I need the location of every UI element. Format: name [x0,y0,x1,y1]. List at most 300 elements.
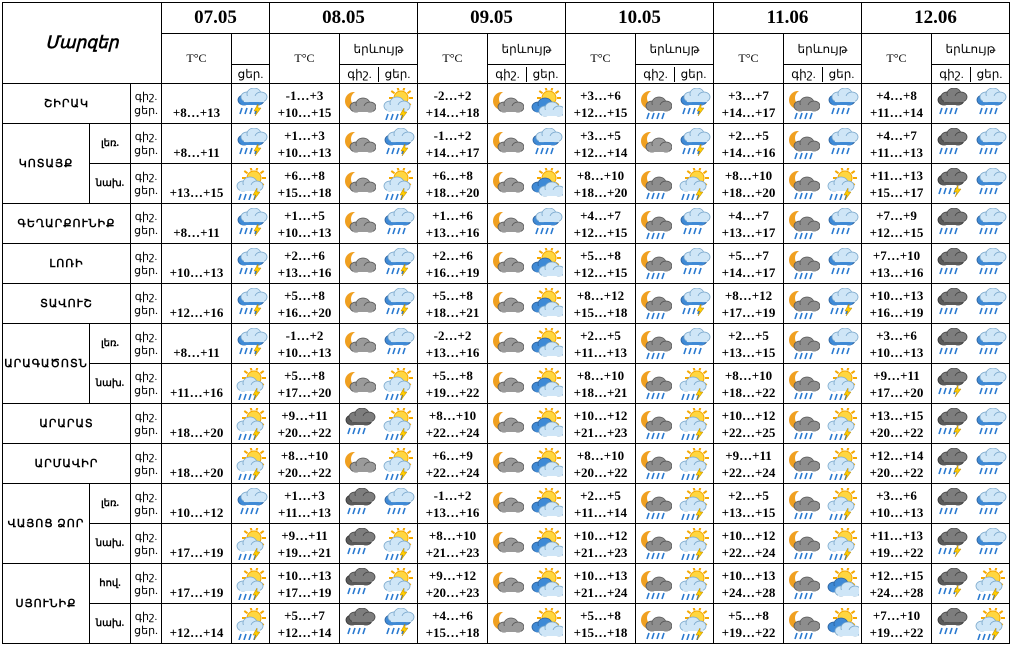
night-temp: +7…+10 [872,607,921,623]
temp-cell [270,564,340,604]
rain-icon [973,288,1007,320]
night-temp: +7…+9 [876,207,917,223]
subregion-label: հով. [90,564,131,604]
phenomena-cell [636,404,714,444]
temp-cell [862,604,932,644]
sun-storm-icon [825,368,859,400]
moon-rain-icon [638,608,672,640]
night-temp: +9…+11 [873,367,920,383]
phenomena-cell [340,364,418,404]
night-temp: -2…+2 [433,327,472,343]
night-temp: +2…+5 [580,327,621,343]
day-temp: +22…+24 [721,544,776,560]
temp-cell [418,524,488,564]
day-temp: +17…+20 [869,384,924,400]
moon-cloud-icon [638,128,672,160]
rain-icon [677,208,711,240]
sun-storm-icon [232,364,270,404]
day-temp: +15…+18 [277,184,332,200]
moon-rain-icon [786,168,820,200]
day-temp: +13…+16 [425,504,480,520]
sun-storm-icon [825,408,859,440]
date-header-2: 09.05 [418,3,566,34]
day-temp: +18…+20 [573,184,628,200]
day-label: ցեր. [134,504,158,517]
day-temp: +12…+15 [573,264,628,280]
day-temp: +16…+20 [277,304,332,320]
table-row [3,324,1010,364]
night-temp: +10…+12 [573,407,628,423]
table-row [3,444,1010,484]
table-row [3,124,1010,164]
night-temp: +8…+12 [576,287,625,303]
phenomena-cell [636,284,714,324]
subregion-label: նախ. [90,524,131,564]
rain-icon [973,488,1007,520]
temp-cell [270,324,340,364]
night-day-row-labels [131,164,162,204]
sun-storm-icon [825,528,859,560]
phenomena-cell [636,484,714,524]
day-temp: +13…+17 [721,224,776,240]
phenomena-cell [488,524,566,564]
moon-rain-icon [786,368,820,400]
night-label: գիշ. [134,610,158,623]
day-temp: +11…+16 [169,384,224,400]
day-temp: +13…+15 [169,184,224,200]
phenomena-cell [784,524,862,564]
rain-storm-icon [381,128,415,160]
rain-icon [973,528,1007,560]
moon-rain-icon [638,248,672,280]
phenomena-cell [636,444,714,484]
dark-rain-icon [342,488,376,520]
phenomena-cell [340,124,418,164]
sun-rain-icon [529,368,563,400]
rain-icon [973,128,1007,160]
rain-icon [973,328,1007,360]
moon-cloud-icon [490,608,524,640]
night-temp: +5…+7 [284,607,325,623]
phenomena-cell [784,84,862,124]
night-label: գիշ. [341,67,379,82]
region-name: ԼՈՌԻ [3,244,131,284]
day-temp: +11…+13 [869,144,924,160]
night-day-row-labels [131,484,162,524]
moon-rain-icon [638,368,672,400]
night-temp: +6…+9 [432,447,473,463]
dark-rain-icon [934,208,968,240]
moon-rain-icon [786,288,820,320]
moon-rain-icon [638,168,672,200]
sun-storm-icon [232,164,270,204]
temp-cell [862,324,932,364]
phenomena-cell [340,604,418,644]
phenomena-header: երևույթ [636,34,714,65]
moon-cloud-icon [342,208,376,240]
temp-cell [714,364,784,404]
day-temp: +10…+13 [277,224,332,240]
night-day-labels [340,65,418,84]
day-temp: +24…+28 [721,584,776,600]
phenomena-cell [784,284,862,324]
sun-storm-icon [825,168,859,200]
temp-cell [862,404,932,444]
day-temp: +13…+15 [721,504,776,520]
day-temp: +8…+13 [172,104,221,120]
phenomena-header: երևույթ [932,34,1010,65]
rain-storm-icon [232,204,270,244]
temp-cell [270,84,340,124]
moon-cloud-icon [342,128,376,160]
day-label: ցեր. [134,104,158,117]
rain-icon [529,208,563,240]
rain-icon [825,128,859,160]
region-name: ԱՐԱՐԱՏ [3,404,131,444]
day-temp: +13…+15 [721,344,776,360]
night-temp: +5…+8 [580,607,621,623]
temp-cell [862,244,932,284]
night-temp: +8…+10 [576,367,625,383]
temp-cell [714,164,784,204]
night-label: գիշ. [785,67,823,82]
rain-icon [973,448,1007,480]
night-day-row-labels [131,604,162,644]
night-label: գիշ. [134,570,158,583]
temp-cell [270,244,340,284]
sun-storm-icon [381,448,415,480]
night-day-row-labels [131,364,162,404]
day-label: ցեր. [134,384,158,397]
day-temp: +13…+16 [425,344,480,360]
moon-cloud-icon [342,328,376,360]
rain-storm-icon [232,244,270,284]
night-temp: +5…+8 [580,247,621,263]
phenomena-header: երևույթ [340,34,418,65]
day-temp: +19…+22 [869,624,924,640]
phenomena-cell [932,124,1010,164]
dark-rain-icon [934,488,968,520]
moon-cloud-icon [342,368,376,400]
sun-rain-icon [529,168,563,200]
day-temp: +11…+13 [573,344,628,360]
subregion-label: նախ. [90,164,131,204]
day-label: ցեր. [134,544,158,557]
moon-cloud-icon [342,168,376,200]
night-temp: +1…+5 [284,207,325,223]
day-temp: +17…+19 [169,544,224,560]
sun-rain-icon [825,608,859,640]
moon-rain-icon [638,328,672,360]
temp-cell [418,484,488,524]
temp-cell [566,524,636,564]
region-name: ԳԵՂԱՐՔՈՒՆԻՔ [3,204,131,244]
temp-cell [714,604,784,644]
night-temp: +1…+6 [432,207,473,223]
sun-storm-icon [973,608,1007,640]
temp-cell [162,484,232,524]
temp-cell [418,204,488,244]
day-temp: +13…+16 [869,264,924,280]
night-temp: +5…+8 [432,287,473,303]
rain-icon [973,368,1007,400]
night-temp: +7…+10 [872,247,921,263]
night-temp: +11…+13 [869,527,924,543]
day-temp: +18…+20 [721,184,776,200]
region-name: ՏԱՎՈՒՇ [3,284,131,324]
phenomena-cell [340,444,418,484]
sun-storm-icon [677,608,711,640]
phenomena-cell [488,604,566,644]
day-label: ցեր. [134,624,158,637]
night-label: գիշ. [134,450,158,463]
temp-cell [162,324,232,364]
day-temp: +18…+20 [169,464,224,480]
sun-storm-icon [381,528,415,560]
region-name: ՍՅՈՒՆԻՔ [3,564,90,644]
phenomena-cell [932,244,1010,284]
night-temp: +8…+10 [428,407,477,423]
regions-header: Մարզեր [3,3,162,84]
rain-storm-icon [381,288,415,320]
rain-icon [825,88,859,120]
table-row [3,404,1010,444]
night-temp: +3…+5 [580,127,621,143]
rain-storm-icon [232,284,270,324]
temp-cell [270,164,340,204]
temp-cell [418,84,488,124]
sun-rain-icon [529,288,563,320]
sun-rain-icon [529,248,563,280]
moon-rain-icon [786,208,820,240]
phenomena-header-empty [232,34,270,65]
region-name: ԿՈՏԱՅՔ [3,124,90,204]
night-temp: -2…+2 [433,87,472,103]
date-header-4: 11.06 [714,3,862,34]
temp-cell [862,84,932,124]
temp-cell [566,124,636,164]
moon-cloud-icon [490,128,524,160]
phenomena-cell [932,484,1010,524]
night-temp: +2…+5 [728,127,769,143]
day-temp: +15…+18 [425,624,480,640]
day-temp: +12…+16 [169,304,224,320]
moon-rain-icon [638,88,672,120]
phenomena-cell [488,124,566,164]
night-temp: +10…+13 [721,567,776,583]
subregion-label: լեռ. [90,324,131,364]
moon-rain-icon [786,568,820,600]
phenomena-cell [636,324,714,364]
day-temp: +12…+15 [869,224,924,240]
rain-storm-icon [677,128,711,160]
day-temp: +17…+20 [277,384,332,400]
night-temp: +8…+10 [724,167,773,183]
temp-cell [418,124,488,164]
phenomena-cell [636,164,714,204]
rain-storm-icon [232,324,270,364]
temp-cell [270,204,340,244]
temp-cell [714,324,784,364]
phenomena-cell [340,164,418,204]
sun-storm-icon [825,448,859,480]
temp-header: T°C [270,34,340,84]
night-temp: +10…+13 [573,567,628,583]
temp-cell [714,564,784,604]
subregion-label: լեռ. [90,124,131,164]
region-name: ՇԻՐԱԿ [3,84,131,124]
region-name: ԱՐՄԱՎԻՐ [3,444,131,484]
phenomena-cell [784,484,862,524]
dark-storm-icon [934,448,968,480]
phenomena-header: երևույթ [784,34,862,65]
day-temp: +13…+16 [277,264,332,280]
day-temp: +8…+11 [173,224,220,240]
temp-cell [566,444,636,484]
moon-rain-icon [786,488,820,520]
night-label: գիշ. [637,67,675,82]
rain-icon [529,128,563,160]
phenomena-cell [340,564,418,604]
phenomena-cell [340,524,418,564]
night-temp: +4…+8 [876,87,917,103]
temp-header: T°C [862,34,932,84]
day-temp: +10…+13 [869,344,924,360]
phenomena-cell [488,164,566,204]
temp-cell [162,164,232,204]
temp-cell [270,604,340,644]
moon-rain-icon [786,408,820,440]
rain-icon [973,248,1007,280]
date-header-5: 12.06 [862,3,1010,34]
sun-storm-icon [381,88,415,120]
dark-rain-icon [934,128,968,160]
night-temp: -1…+2 [433,127,472,143]
night-temp: +8…+10 [576,447,625,463]
temp-cell [714,404,784,444]
moon-rain-icon [638,488,672,520]
night-temp: +4…+7 [580,207,621,223]
day-temp: +18…+20 [425,184,480,200]
rain-storm-icon [381,248,415,280]
day-temp: +19…+22 [869,544,924,560]
temp-cell [714,244,784,284]
phenomena-cell [932,604,1010,644]
day-temp: +21…+23 [425,544,480,560]
sun-storm-icon [677,368,711,400]
day-label: ցեր. [134,304,158,317]
night-temp: +5…+8 [284,287,325,303]
phenomena-cell [636,84,714,124]
night-day-row-labels [131,84,162,124]
night-temp: -1…+2 [285,327,324,343]
day-temp: +17…+19 [721,304,776,320]
moon-rain-icon [786,248,820,280]
day-temp: +12…+15 [573,224,628,240]
temp-cell [862,564,932,604]
night-temp: +12…+14 [869,447,924,463]
phenomena-cell [488,404,566,444]
table-row [3,84,1010,124]
night-temp: -1…+3 [285,87,324,103]
phenomena-cell [932,164,1010,204]
table-row [3,484,1010,524]
phenomena-cell [932,444,1010,484]
night-temp: +3…+6 [580,87,621,103]
phenomena-cell [784,444,862,484]
phenomena-cell [932,204,1010,244]
phenomena-cell [340,324,418,364]
rain-icon [825,328,859,360]
phenomena-cell [932,404,1010,444]
sun-storm-icon [677,568,711,600]
phenomena-cell [340,84,418,124]
night-label: գիշ. [134,410,158,423]
night-label: գիշ. [134,210,158,223]
temp-cell [162,404,232,444]
table-row [3,284,1010,324]
temp-cell [162,204,232,244]
temp-cell [162,564,232,604]
sun-rain-icon [529,568,563,600]
temp-cell [270,124,340,164]
sun-storm-icon [677,488,711,520]
temp-cell [714,124,784,164]
sun-rain-icon [825,568,859,600]
moon-cloud-icon [342,288,376,320]
moon-cloud-icon [490,448,524,480]
day-label: ցեր. [134,584,158,597]
temp-header: T°C [566,34,636,84]
night-temp: +10…+12 [573,527,628,543]
day-temp: +10…+13 [277,144,332,160]
day-temp: +22…+24 [721,464,776,480]
sun-storm-icon [232,604,270,644]
moon-cloud-icon [490,488,524,520]
night-temp: +5…+8 [284,367,325,383]
sun-storm-icon [232,444,270,484]
phenomena-cell [932,284,1010,324]
night-temp: +9…+11 [281,407,328,423]
phenomena-cell [784,564,862,604]
phenomena-cell [784,204,862,244]
day-temp: +14…+17 [721,104,776,120]
day-temp: +14…+16 [721,144,776,160]
sun-storm-icon [381,408,415,440]
day-temp: +22…+24 [425,424,480,440]
temp-cell [566,564,636,604]
day-temp: +12…+14 [169,624,224,640]
temp-cell [418,284,488,324]
phenomena-cell [488,484,566,524]
night-label: գիշ. [134,490,158,503]
dark-rain-icon [934,328,968,360]
day-temp: +17…+19 [277,584,332,600]
table-row [3,164,1010,204]
phenomena-cell [932,564,1010,604]
temp-cell [418,404,488,444]
moon-rain-icon [786,128,820,160]
day-temp: +12…+14 [277,624,332,640]
temp-header: T°C [714,34,784,84]
day-label: ցեր. [976,66,1003,81]
moon-rain-icon [786,88,820,120]
day-temp: +10…+12 [169,504,224,520]
temp-cell [862,364,932,404]
day-temp: +16…+19 [425,264,480,280]
dark-rain-icon [934,248,968,280]
rain-icon [677,328,711,360]
